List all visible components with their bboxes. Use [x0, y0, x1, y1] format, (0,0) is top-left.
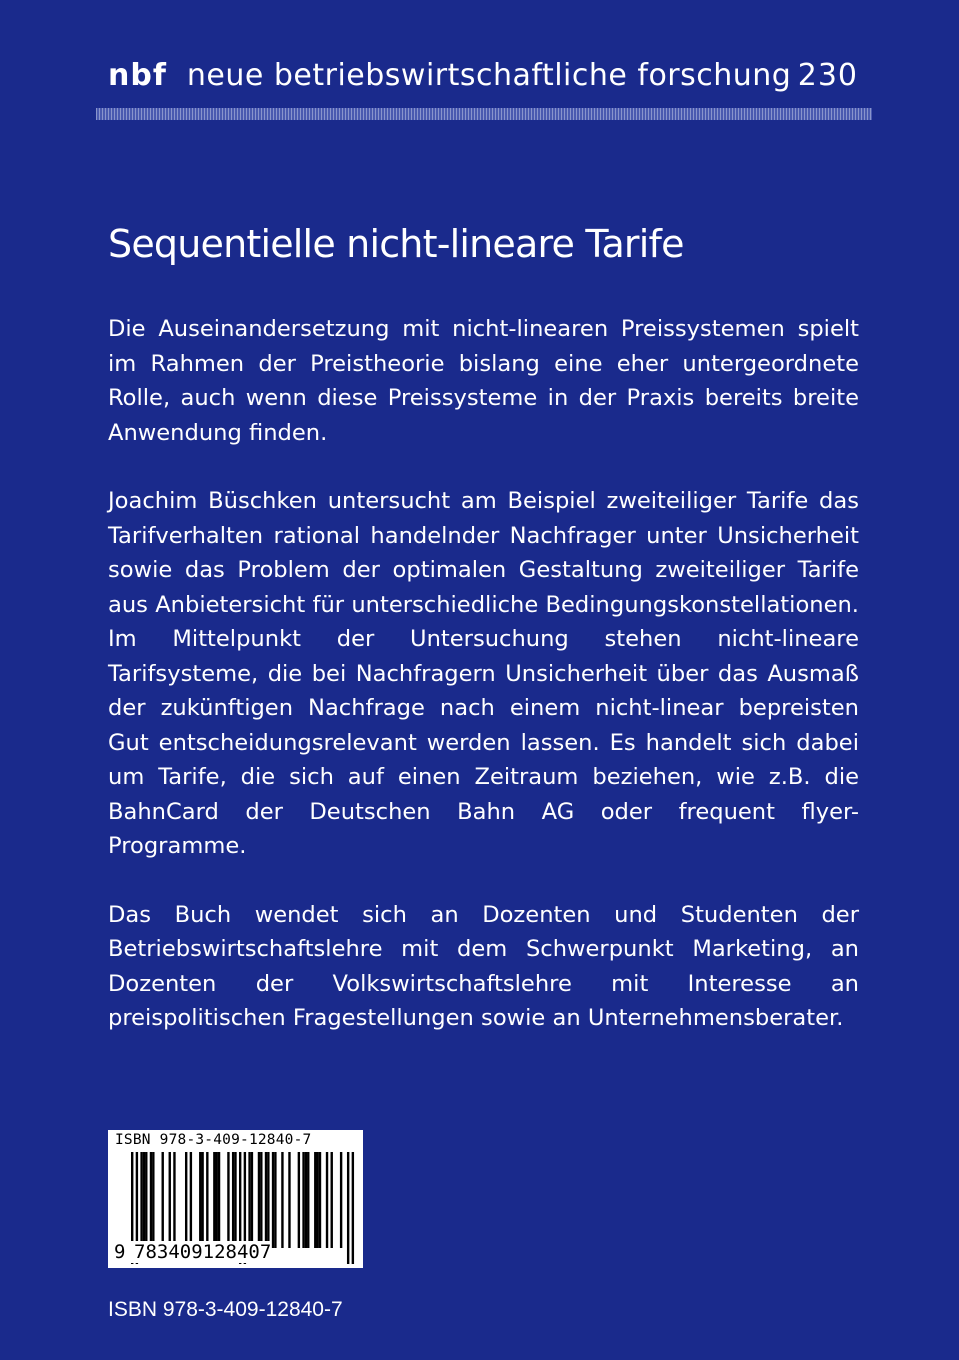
barcode-bar — [218, 1152, 220, 1248]
barcode-bar — [190, 1152, 192, 1248]
barcode-bar — [265, 1152, 267, 1248]
barcode-bar — [281, 1152, 283, 1248]
barcode-isbn-text: ISBN 978-3-409-12840-7 — [115, 1132, 312, 1148]
barcode-bar — [251, 1152, 253, 1248]
barcode-bar — [314, 1152, 316, 1248]
barcode-bar — [288, 1152, 290, 1248]
blurb — [108, 312, 859, 1070]
barcode-bar — [326, 1152, 328, 1248]
header-rule — [96, 108, 872, 120]
barcode-bar — [145, 1152, 147, 1248]
barcode-bar — [199, 1152, 201, 1248]
blurb-paragraph-1: Die Auseinandersetzung mit nicht-linearen Preissystemen spielt im Rahmen der Preistheorie bislang eine eher untergeordnete Rolle, auch wenn diese Preissysteme in der Praxis bereits breite Anwendung finden. — [108, 316, 859, 446]
barcode-bar — [319, 1152, 321, 1248]
barcode-bar — [340, 1152, 342, 1248]
series-volume-number: 230 — [797, 58, 858, 93]
barcode-bar — [302, 1152, 304, 1248]
barcode-bar — [185, 1152, 187, 1248]
book-title: Sequentielle nicht-lineare Tarife — [108, 222, 684, 266]
barcode-bar — [234, 1152, 236, 1248]
barcode-bar — [201, 1152, 203, 1248]
barcode-bar — [227, 1152, 229, 1248]
series-abbreviation: nbf — [108, 58, 167, 93]
barcode — [108, 1130, 363, 1268]
barcode-bar — [352, 1152, 354, 1264]
barcode-bar — [305, 1152, 307, 1248]
barcode-digits — [114, 1241, 271, 1263]
barcode-bar — [169, 1152, 171, 1248]
barcode-bar — [206, 1152, 208, 1248]
barcode-bar — [316, 1152, 318, 1248]
barcode-bar — [213, 1152, 215, 1248]
barcode-bar — [274, 1152, 276, 1248]
series-name: neue betriebswirtschaftliche forschung — [186, 58, 792, 93]
barcode-bar — [140, 1152, 142, 1248]
barcode-bar — [267, 1152, 269, 1248]
blurb-paragraph-2: Joachim Büschken untersucht am Beispiel zweiteiliger Tarife das Tarifverhalten rational handelnder Nachfrager unter Unsicherheit sowie das Problem der optimalen Gestaltung zweiteiliger Tarife aus Anbietersicht für unterschiedliche Bedingungskonstellationen. Im Mittelpunkt der Untersuchung stehen nicht-lineare Tarifsysteme, die bei Nachfragern Unsicherheit über das Ausmaß der zukünftigen Nachfrage nach einem nicht-linear bepreisten Gut entscheidungsrelevant werden lassen. Es handelt sich dabei um Tarife, die sich auf einen Zeitraum beziehen, wie z.B. die BahnCard der Deutschen Bahn AG oder frequent flyer-Programme. — [108, 488, 859, 859]
barcode-bar — [173, 1152, 175, 1248]
barcode-bar — [216, 1152, 218, 1248]
barcode-number: 783409128407 — [134, 1241, 272, 1263]
barcode-bar — [347, 1152, 349, 1264]
barcode-first-digit: 9 — [114, 1241, 126, 1263]
barcode-bar — [331, 1152, 333, 1248]
barcode-bar — [248, 1152, 250, 1248]
barcode-bar — [258, 1152, 260, 1248]
barcode-bar — [260, 1152, 262, 1248]
barcode-bar — [298, 1152, 300, 1248]
barcode-bar — [150, 1152, 152, 1248]
barcode-bar — [152, 1152, 154, 1248]
isbn: ISBN 978-3-409-12840-7 — [108, 1298, 343, 1321]
barcode-bar — [272, 1152, 274, 1248]
series-header — [108, 58, 858, 108]
blurb-paragraph-3: Das Buch wendet sich an Dozenten und Studenten der Betriebswirtschaftslehre mit dem Schwerpunkt Marketing, an Dozenten der Volkswirtschaftslehre mit Interesse an preispolitischen Fragestellungen sowie an Unternehmensberater. — [108, 901, 859, 1031]
barcode-bar — [162, 1152, 164, 1248]
barcode-bar — [143, 1152, 145, 1248]
barcode-bar — [232, 1152, 234, 1248]
barcode-bar — [307, 1152, 309, 1248]
